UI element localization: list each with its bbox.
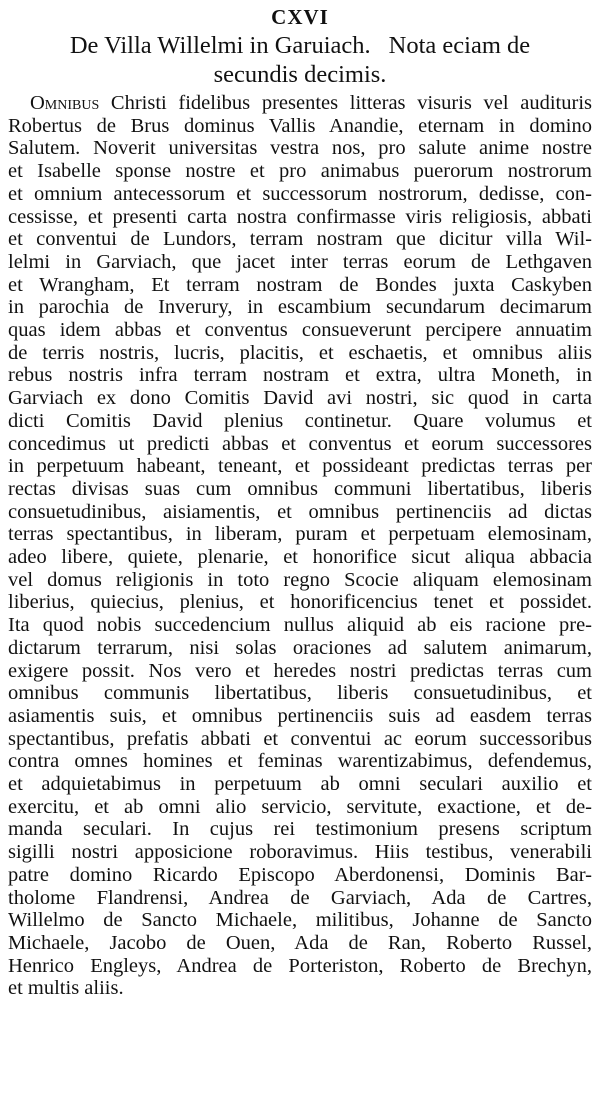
text-line-content: asiamentis suis, et omnibus pertinenciis suis ad easdem terras: [8, 704, 592, 727]
text-line-content: Garviach ex dono Comitis David avi nostri, sic quod in carta: [8, 387, 592, 410]
text-line: [8, 251, 592, 273]
text-line: [8, 206, 592, 228]
text-line-content: et adquietabimus in perpetuum ab omni seculari auxilio et: [8, 773, 592, 795]
text-line: [8, 387, 592, 409]
text-line-content: quas idem abbas et conventus consueverunt percipere annuatim: [8, 319, 592, 341]
text-line-content: Salutem. Noverit universitas vestra nos, pro salute anime nostre: [8, 137, 592, 160]
text-line-content: liberius, quiecius, plenius, et honorificencius tenet et possidet.: [8, 591, 592, 614]
text-line-content: de terris nostris, lucris, placitis, et eschaetis, et omnibus aliis: [8, 341, 592, 364]
text-line: [8, 660, 592, 682]
heading-title-line2: secundis decimis.: [213, 61, 387, 88]
text-line-content: exercitu, et ab omni alio servicio, servitute, exactione, et de-: [8, 795, 592, 818]
text-line-content: in perpetuum habeant, teneant, et possideant predictas terras per: [8, 455, 592, 478]
text-line: [8, 115, 592, 137]
text-line-content: dicti Comitis David plenius continetur. Quare volumus et: [8, 409, 592, 432]
text-line: [8, 160, 592, 182]
text-line-content: rebus nostris infra terram nostram et extra, ultra Moneth, in: [8, 364, 592, 387]
text-line-content: et conventui de Lundors, terram nostram que dicitur villa Wil-: [8, 228, 592, 251]
text-line: [8, 750, 592, 772]
text-line-content: lelmi in Garviach, que jacet inter terras eorum de Lethgaven: [8, 250, 592, 273]
text-line: [8, 818, 592, 840]
text-line-content: rectas divisas suas cum omnibus communi libertatibus, liberis: [8, 477, 592, 500]
text-line: [8, 433, 592, 455]
text-line: [8, 955, 592, 977]
text-line-content: Henrico Engleys, Andrea de Porteriston, Roberto de Brechyn,: [8, 954, 592, 977]
charter-heading: [20, 31, 580, 89]
text-line: [8, 614, 592, 636]
text-line: [8, 319, 592, 341]
text-line-content: et Wrangham, Et terram nostram de Bondes juxta Caskyben: [8, 273, 592, 296]
text-line-content: contra omnes homines et feminas warentizabimus, defendemus,: [8, 750, 592, 773]
text-line: [8, 183, 592, 205]
text-line: [8, 932, 592, 954]
text-line-content: terras spectantibus, in liberam, puram et perpetuam elemosinam,: [8, 523, 592, 546]
text-line: [8, 887, 592, 909]
text-line: [30, 92, 592, 114]
text-line-content: et Isabelle sponse nostre et pro animabus puerorum nostrorum: [8, 160, 592, 183]
text-line-content: Willelmo de Sancto Michaele, militibus, Johanne de Sancto: [8, 909, 592, 932]
text-line: [8, 455, 592, 477]
text-line-content: omnibus communis libertatibus, liberis consuetudinibus, et: [8, 682, 592, 705]
text-line-content: Robertus de Brus dominus Vallis Anandie, eternam in domino: [8, 114, 592, 137]
text-line: [8, 569, 592, 591]
text-line: [8, 682, 592, 704]
text-line: [8, 137, 592, 159]
text-line: [8, 705, 592, 727]
text-line: [8, 501, 592, 523]
text-line-content: patre domino Ricardo Episcopo Aberdonensi, Dominis Bar-: [8, 863, 592, 886]
text-line-content: cessisse, et presenti carta nostra confirmasse viris religiosis, abbati: [8, 205, 592, 228]
text-line: [8, 342, 592, 364]
text-line: [8, 591, 592, 613]
charter-number: CXVI: [271, 5, 329, 29]
text-line-content: vel domus religionis in toto regno Scocie aliquam elemosinam: [8, 568, 592, 591]
text-line-content: et multis aliis.: [8, 977, 124, 1000]
text-line: [8, 296, 592, 318]
text-line-content: adeo libere, quiete, plenarie, et honorifice sicut aliqua abbacia: [8, 546, 592, 568]
heading-title-part1: De Villa Willelmi in Garuiach.: [69, 32, 371, 59]
text-line-content: concedimus ut predicti abbas et conventus et eorum successores: [8, 432, 592, 455]
text-line: [8, 228, 592, 250]
text-line: [8, 364, 592, 386]
text-line: [8, 796, 592, 818]
text-line-content: consuetudinibus, aisiamentis, et omnibus pertinenciis ad dictas: [8, 500, 592, 523]
text-line: [8, 864, 592, 886]
text-line-content: manda seculari. In cujus rei testimonium presens scriptum: [8, 818, 592, 841]
text-line: [8, 410, 592, 432]
opening-word: Omnibus: [30, 92, 100, 114]
text-line: [8, 728, 592, 750]
text-line: [8, 841, 592, 863]
text-line: [8, 546, 592, 568]
text-line: [8, 773, 592, 795]
text-line: [8, 637, 592, 659]
text-line: [8, 478, 592, 500]
text-line: [8, 523, 592, 545]
text-line-content: exigere possit. Nos vero et heredes nostri predictas terras cum: [8, 659, 592, 682]
text-line-content: dictarum terrarum, nisi solas oraciones ad salutem animarum,: [8, 636, 592, 659]
text-line-content: et omnium antecessorum et successorum nostrorum, dedisse, con-: [8, 182, 592, 205]
text-line-content: sigilli nostri apposicione roboravimus. Hiis testibus, venerabili: [8, 841, 592, 864]
text-line-content: spectantibus, prefatis abbati et conventui ac eorum successoribus: [8, 727, 592, 750]
text-line: [8, 977, 592, 999]
text-line-content: Ita quod nobis succedencium nullus aliquid ab eis racione pre-: [8, 614, 592, 637]
text-line-content: Christi fidelibus presentes litteras visuris vel audituris: [99, 92, 592, 114]
text-line: [8, 274, 592, 296]
heading-title-part2: Nota eciam de: [388, 32, 531, 59]
text-line-content: in parochia de Inverury, in escambium secundarum decimarum: [8, 296, 592, 319]
text-line-content: Michaele, Jacobo de Ouen, Ada de Ran, Roberto Russel,: [8, 931, 592, 954]
text-line-content: tholome Flandrensi, Andrea de Garviach, Ada de Cartres,: [8, 886, 592, 909]
text-line: [8, 909, 592, 931]
